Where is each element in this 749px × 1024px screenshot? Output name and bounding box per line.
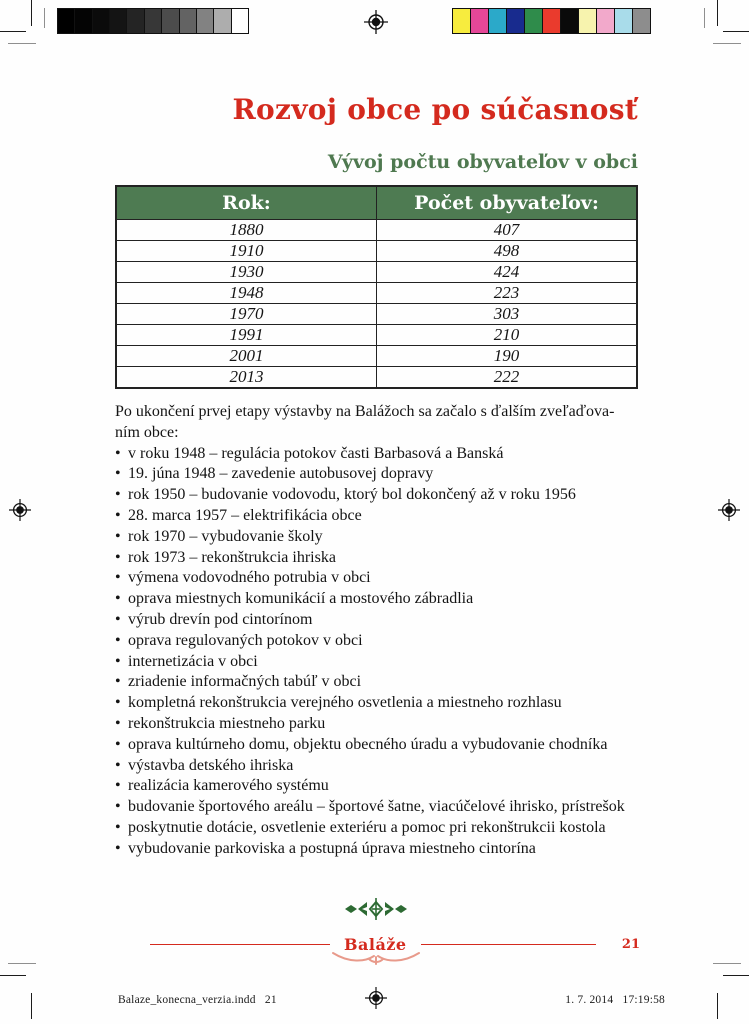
bullet-icon: • xyxy=(115,798,121,816)
calibration-swatch xyxy=(214,9,231,33)
population-table xyxy=(115,185,638,389)
table-header-cell: Rok: xyxy=(116,186,377,219)
grayscale-calibration-bar xyxy=(57,8,249,34)
calibration-swatch xyxy=(471,9,489,33)
crop-mark xyxy=(713,43,741,44)
registration-mark-icon xyxy=(365,987,387,1009)
table-header xyxy=(116,186,637,219)
table-row xyxy=(116,345,637,366)
table-cell: 1910 xyxy=(116,240,377,261)
list-item xyxy=(115,818,641,839)
list-item xyxy=(115,714,641,735)
list-item-text: rekonštrukcia miestneho parku xyxy=(128,714,326,732)
list-item xyxy=(115,652,641,673)
table-cell: 1970 xyxy=(116,303,377,324)
calibration-swatch xyxy=(58,9,75,33)
registration-mark-icon xyxy=(364,10,388,34)
calibration-swatch xyxy=(633,9,650,33)
calibration-swatch xyxy=(507,9,525,33)
bullet-icon: • xyxy=(115,569,121,587)
list-item-text: vybudovanie parkoviska a postupná úprava miestneho cintorína xyxy=(128,839,536,857)
calibration-swatch xyxy=(525,9,543,33)
crop-mark xyxy=(31,993,32,1019)
list-item xyxy=(115,839,641,860)
bullet-icon: • xyxy=(115,714,121,732)
bullet-icon: • xyxy=(115,486,121,504)
bullet-icon: • xyxy=(115,527,121,545)
crop-mark xyxy=(717,0,718,26)
bullet-icon: • xyxy=(115,506,121,524)
bullet-icon: • xyxy=(115,548,121,566)
table-row xyxy=(116,282,637,303)
table-row xyxy=(116,324,637,345)
list-item xyxy=(115,506,641,527)
list-item-text: realizácia kamerového systému xyxy=(128,777,329,795)
list-item xyxy=(115,735,641,756)
bullet-icon: • xyxy=(115,652,121,670)
color-calibration-bar xyxy=(452,8,651,34)
table-cell: 190 xyxy=(377,345,638,366)
table-cell: 1930 xyxy=(116,261,377,282)
list-item xyxy=(115,568,641,589)
calibration-swatch xyxy=(615,9,633,33)
folk-ornament-icon xyxy=(344,897,408,921)
list-item xyxy=(115,444,641,465)
milestone-list xyxy=(115,444,641,860)
list-item xyxy=(115,631,641,652)
bullet-icon: • xyxy=(115,631,121,649)
calibration-swatch xyxy=(180,9,197,33)
list-item xyxy=(115,610,641,631)
crop-mark xyxy=(0,975,26,976)
table-header-cell: Počet obyvateľov: xyxy=(377,186,638,219)
list-item xyxy=(115,527,641,548)
list-item-text: budovanie športového areálu – športové šatne, viacúčelové ihrisko, prístrešok xyxy=(128,798,625,816)
crop-mark xyxy=(704,8,705,28)
calibration-swatch xyxy=(110,9,127,33)
list-item xyxy=(115,464,641,485)
bullet-icon: • xyxy=(115,590,121,608)
table-cell: 1880 xyxy=(116,219,377,240)
list-item-text: oprava kultúrneho domu, objektu obecného úradu a vybudovanie chodníka xyxy=(128,735,608,753)
list-item-text: 28. marca 1957 – elektrifikácia obce xyxy=(128,506,362,524)
calibration-swatch xyxy=(127,9,144,33)
table-row xyxy=(116,261,637,282)
table-cell: 223 xyxy=(377,282,638,303)
table-row xyxy=(116,303,637,324)
footer-rule-left xyxy=(150,944,330,946)
list-item-text: 19. júna 1948 – zavedenie autobusovej dopravy xyxy=(128,465,434,483)
table-cell: 498 xyxy=(377,240,638,261)
calibration-swatch xyxy=(162,9,179,33)
body-text xyxy=(115,402,641,860)
list-item-text: zriadenie informačných tabúľ v obci xyxy=(128,673,362,691)
list-item-text: poskytnutie dotácie, osvetlenie exteriéru a pomoc pri rekonštrukcii kostola xyxy=(128,818,606,836)
list-item xyxy=(115,797,641,818)
bullet-icon: • xyxy=(115,673,121,691)
bullet-icon: • xyxy=(115,818,121,836)
calibration-swatch xyxy=(489,9,507,33)
list-item-text: internetizácia v obci xyxy=(128,652,258,670)
list-item xyxy=(115,693,641,714)
list-item-text: oprava regulovaných potokov v obci xyxy=(128,631,363,649)
crop-mark xyxy=(723,975,749,976)
list-item xyxy=(115,672,641,693)
list-item-text: výrub drevín pod cintorínom xyxy=(128,610,313,628)
intro-paragraph-line: ním obce: xyxy=(115,423,179,441)
crop-mark xyxy=(717,993,718,1019)
table-row xyxy=(116,366,637,388)
registration-mark-icon xyxy=(9,499,31,521)
registration-mark-icon xyxy=(718,499,740,521)
table-row xyxy=(116,219,637,240)
bullet-icon: • xyxy=(115,694,121,712)
table-row xyxy=(116,240,637,261)
table-cell: 1948 xyxy=(116,282,377,303)
crop-mark xyxy=(31,0,32,26)
calibration-swatch xyxy=(75,9,92,33)
calibration-swatch xyxy=(561,9,579,33)
calibration-swatch xyxy=(197,9,214,33)
calibration-swatch xyxy=(93,9,110,33)
table-cell: 1991 xyxy=(116,324,377,345)
list-item xyxy=(115,589,641,610)
bullet-icon: • xyxy=(115,756,121,774)
list-item-text: výmena vodovodného potrubia v obci xyxy=(128,569,371,587)
list-item xyxy=(115,548,641,569)
table-cell: 303 xyxy=(377,303,638,324)
bullet-icon: • xyxy=(115,444,121,462)
table-cell: 222 xyxy=(377,366,638,388)
table-body xyxy=(116,219,637,388)
table-cell: 424 xyxy=(377,261,638,282)
list-item-text: rok 1950 – budovanie vodovodu, ktorý bol dokončený až v roku 1956 xyxy=(128,486,576,504)
list-item-text: kompletná rekonštrukcia verejného osvetlenia a miestneho rozhlasu xyxy=(128,694,562,712)
crop-mark xyxy=(713,963,741,964)
calibration-swatch xyxy=(453,9,471,33)
list-item-text: rok 1973 – rekonštrukcia ihriska xyxy=(128,548,336,566)
intro-paragraph-line: Po ukončení prvej etapy výstavby na Balážoch sa začalo s ďalším zveľaďova- xyxy=(115,403,615,420)
crop-mark xyxy=(0,31,26,32)
crop-mark xyxy=(8,43,36,44)
calibration-swatch xyxy=(145,9,162,33)
flourish-ornament-icon xyxy=(331,949,421,967)
crop-mark xyxy=(8,963,36,964)
slug-filename: Balaze_konecna_verzia.indd 21 xyxy=(118,994,277,1006)
calibration-swatch xyxy=(232,9,248,33)
table-cell: 407 xyxy=(377,219,638,240)
calibration-swatch xyxy=(597,9,615,33)
bullet-icon: • xyxy=(115,610,121,628)
footer-village-name: Baláže xyxy=(344,935,407,954)
bullet-icon: • xyxy=(115,839,121,857)
crop-mark xyxy=(723,31,749,32)
list-item xyxy=(115,485,641,506)
list-item-text: oprava miestnych komunikácií a mostového zábradlia xyxy=(128,590,474,608)
table-header-row xyxy=(116,186,637,219)
page-title: Rozvoj obce po súčasnosť xyxy=(232,93,638,126)
list-item-text: v roku 1948 – regulácia potokov časti Barbasová a Banská xyxy=(128,444,504,462)
slug-timestamp: 1. 7. 2014 17:19:58 xyxy=(565,994,665,1006)
bullet-icon: • xyxy=(115,777,121,795)
table-cell: 2001 xyxy=(116,345,377,366)
section-subtitle: Vývoj počtu obyvateľov v obci xyxy=(327,151,638,173)
calibration-swatch xyxy=(579,9,597,33)
crop-mark xyxy=(44,8,45,28)
footer-rule-right xyxy=(421,944,596,946)
calibration-swatch xyxy=(543,9,561,33)
list-item-text: rok 1970 – vybudovanie školy xyxy=(128,527,323,545)
table-cell: 210 xyxy=(377,324,638,345)
list-item-text: výstavba detského ihriska xyxy=(128,756,294,774)
bullet-icon: • xyxy=(115,735,121,753)
list-item xyxy=(115,756,641,777)
page-number: 21 xyxy=(621,937,640,952)
bullet-icon: • xyxy=(115,465,121,483)
table-cell: 2013 xyxy=(116,366,377,388)
list-item xyxy=(115,776,641,797)
